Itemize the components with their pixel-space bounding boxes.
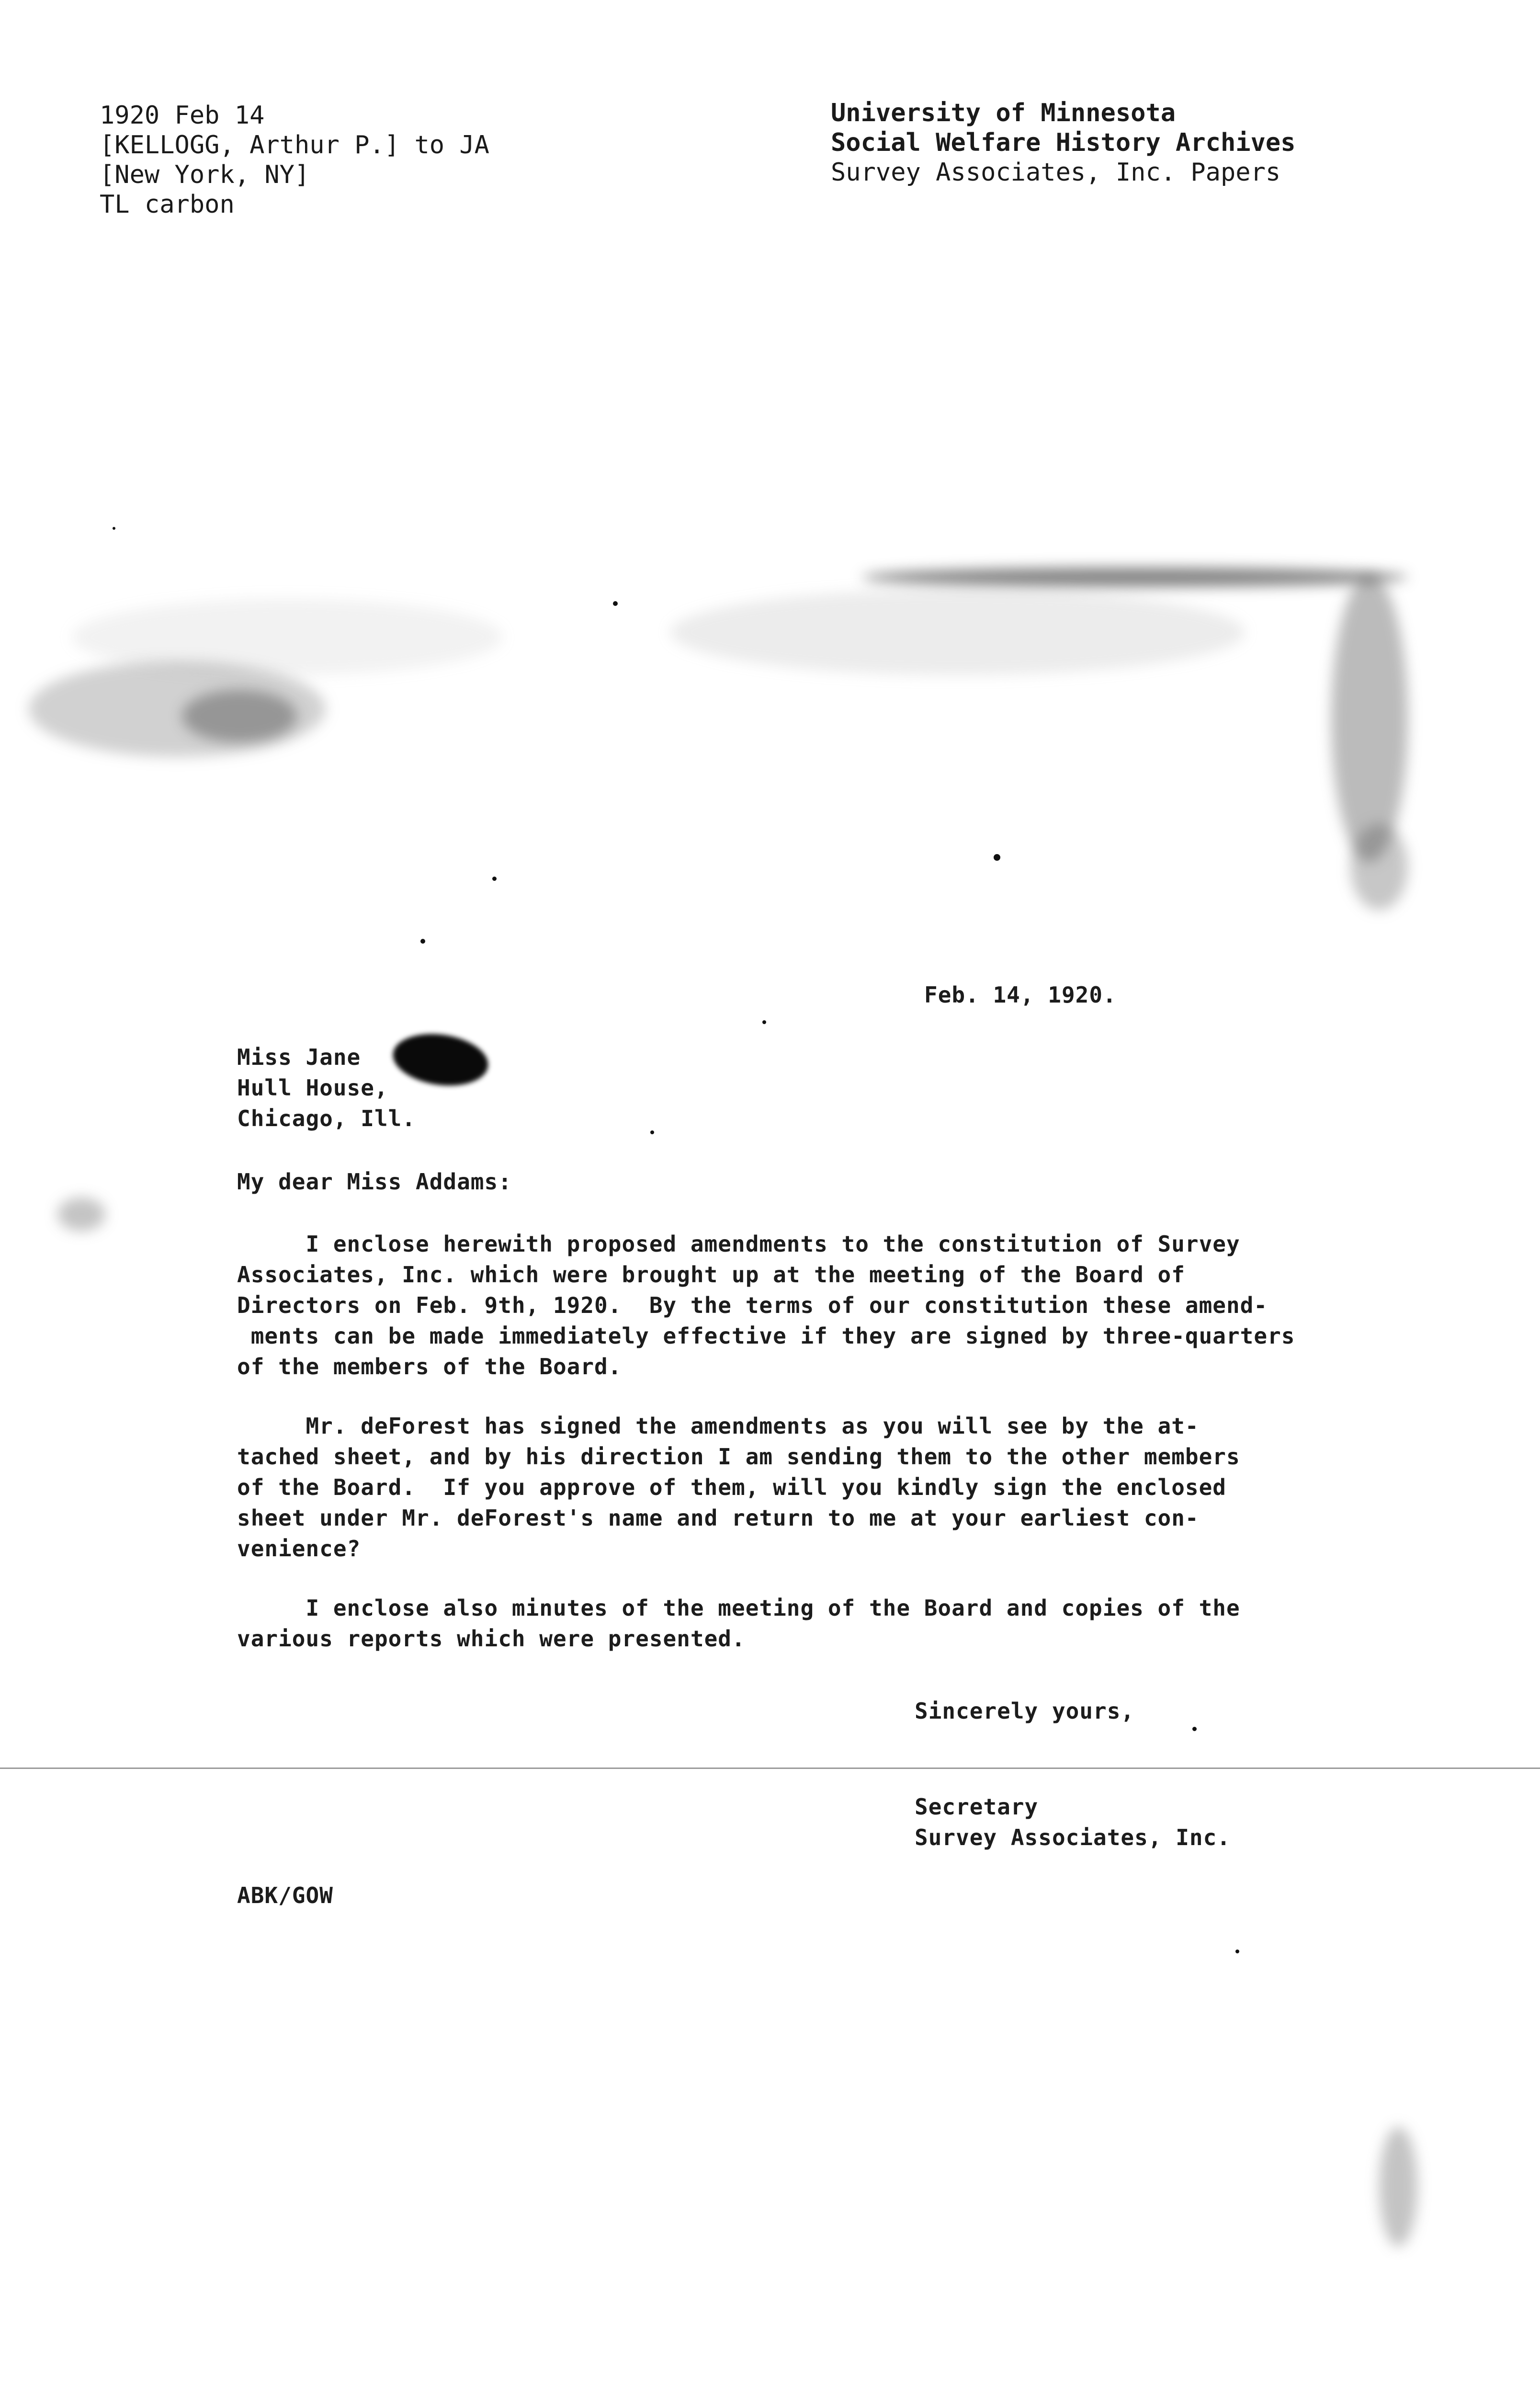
paragraph-line: tached sheet, and by his direction I am sending them to the other members — [237, 1444, 1240, 1470]
paragraph-1 — [237, 1229, 1401, 1382]
source-collection: Survey Associates, Inc. Papers — [831, 158, 1281, 187]
page-fold-line — [0, 1768, 1540, 1769]
citation-date: 1920 Feb 14 — [100, 101, 265, 130]
letter-body — [237, 1229, 1401, 1683]
paragraph-line: of the members of the Board. — [237, 1354, 622, 1380]
closing: Sincerely yours, — [915, 1698, 1135, 1724]
salutation: My dear Miss Addams: — [237, 1169, 512, 1195]
paragraph-line: I enclose herewith proposed amendments to the constitution of Survey — [237, 1231, 1240, 1257]
citation-correspondents: [KELLOGG, Arthur P.] to JA — [100, 131, 489, 160]
paragraph-3 — [237, 1593, 1401, 1654]
recipient-name: Miss Jane — [237, 1044, 361, 1070]
archive-source — [831, 98, 1296, 187]
recipient-city: Chicago, Ill. — [237, 1106, 416, 1131]
paragraph-line: Associates, Inc. which were brought up at the meeting of the Board of — [237, 1262, 1185, 1288]
recipient-street: Hull House, — [237, 1075, 388, 1101]
letter-date: Feb. 14, 1920. — [924, 982, 1117, 1008]
paragraph-line: venience? — [237, 1536, 361, 1562]
signature-organization: Survey Associates, Inc. — [915, 1825, 1231, 1850]
paragraph-line: ments can be made immediately effective if they are signed by three-quarters — [237, 1323, 1295, 1349]
paragraph-line: sheet under Mr. deForest's name and return to me at your earliest con- — [237, 1505, 1199, 1531]
paragraph-line: various reports which were presented. — [237, 1626, 746, 1652]
signature-title: Secretary — [915, 1794, 1039, 1820]
citation-type: TL carbon — [100, 190, 235, 219]
paragraph-line: Directors on Feb. 9th, 1920. By the terms of our constitution these amend- — [237, 1292, 1268, 1318]
typist-initials: ABK/GOW — [237, 1882, 333, 1908]
citation-place: [New York, NY] — [100, 160, 310, 189]
source-university: University of Minnesota — [831, 99, 1176, 127]
paragraph-line: Mr. deForest has signed the amendments as you will see by the at- — [237, 1413, 1199, 1439]
signature-block — [915, 1791, 1231, 1853]
paragraph-line: I enclose also minutes of the meeting of the Board and copies of the — [237, 1595, 1240, 1621]
recipient-address — [237, 1042, 416, 1134]
source-archive: Social Welfare History Archives — [831, 128, 1296, 157]
paragraph-line: of the Board. If you approve of them, will you kindly sign the enclosed — [237, 1474, 1226, 1500]
paragraph-2 — [237, 1411, 1401, 1564]
archive-citation — [100, 101, 489, 219]
